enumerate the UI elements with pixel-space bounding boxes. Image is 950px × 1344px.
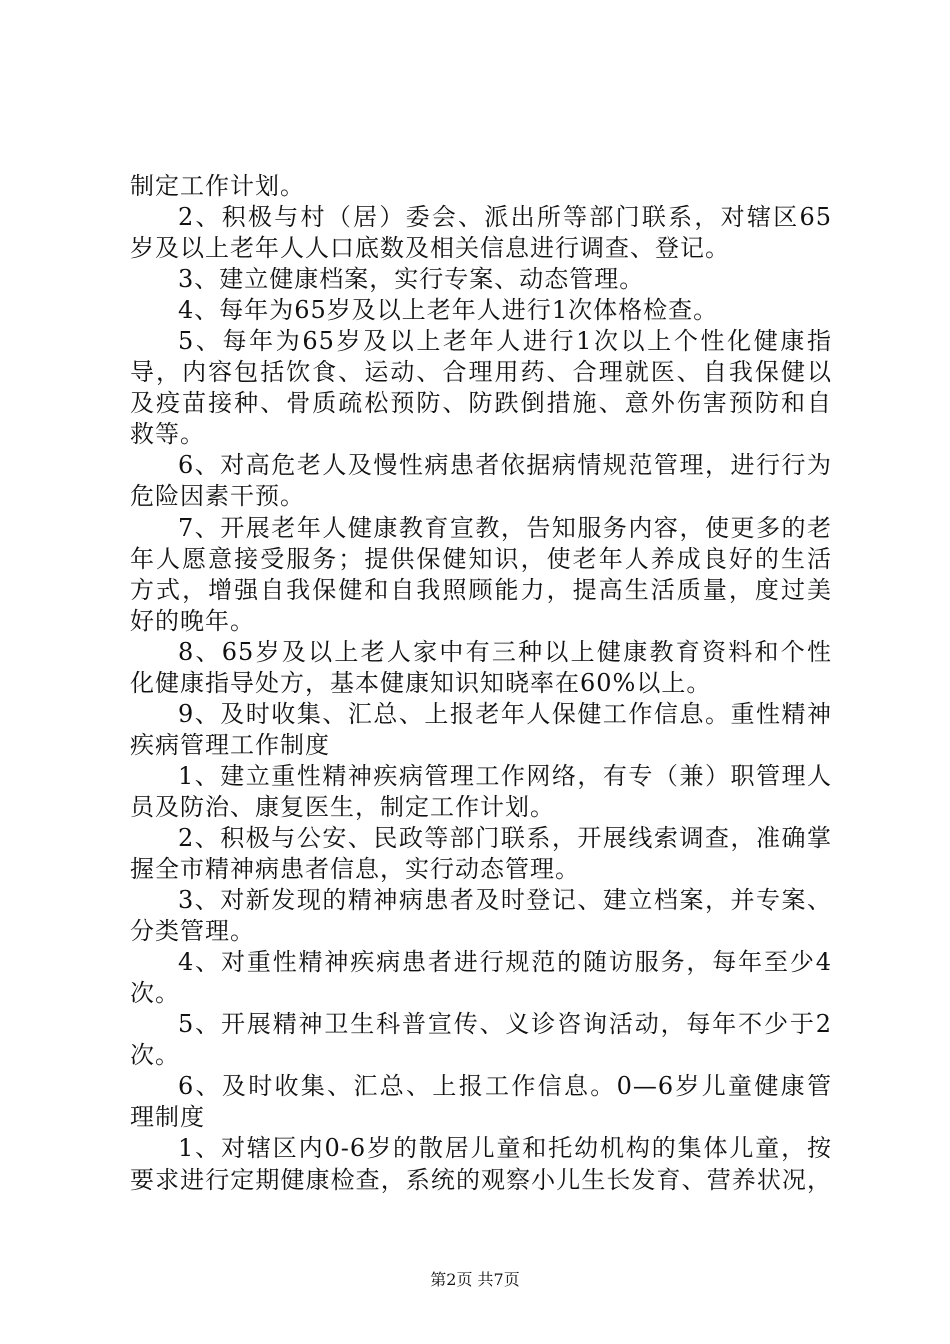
document-body	[130, 171, 832, 1196]
text-line: 2、积极与公安、民政等部门联系，开展线索调查，准确掌	[178, 823, 832, 852]
text-line: 方式，增强自我保健和自我照顾能力，提高生活质量，度过美	[130, 575, 832, 604]
text-line: 岁及以上老年人人口底数及相关信息进行调查、登记。	[130, 234, 730, 263]
text-line: 危险因素干预。	[130, 482, 305, 511]
text-line: 6、对高危老人及慢性病患者依据病情规范管理，进行行为	[178, 451, 832, 480]
text-line: 4、每年为65岁及以上老年人进行1次体格检查。	[178, 296, 719, 325]
text-line: 1、建立重性精神疾病管理工作网络，有专（兼）职管理人	[178, 761, 832, 790]
text-line: 理制度	[130, 1103, 205, 1132]
text-line: 年人愿意接受服务；提供保健知识，使老年人养成良好的生活	[130, 544, 832, 573]
text-line: 次。	[130, 979, 180, 1008]
text-line: 5、开展精神卫生科普宣传、义诊咨询活动，每年不少于2	[178, 1010, 832, 1039]
text-line: 7、开展老年人健康教育宣教，告知服务内容，使更多的老	[178, 513, 832, 542]
text-line: 化健康指导处方，基本健康知识知晓率在60%以上。	[130, 668, 712, 697]
text-line: 及疫苗接种、骨质疏松预防、防跌倒措施、意外伤害预防和自	[130, 389, 832, 418]
text-line: 9、及时收集、汇总、上报老年人保健工作信息。重性精神	[178, 699, 832, 728]
text-line: 救等。	[130, 420, 205, 449]
text-line: 3、对新发现的精神病患者及时登记、建立档案，并专案、	[178, 886, 832, 915]
text-line: 6、及时收集、汇总、上报工作信息。0—6岁儿童健康管	[178, 1072, 832, 1101]
text-line: 5、每年为65岁及以上老年人进行1次以上个性化健康指	[178, 327, 832, 356]
text-line: 4、对重性精神疾病患者进行规范的随访服务，每年至少4	[178, 948, 832, 977]
text-line: 要求进行定期健康检查，系统的观察小儿生长发育、营养状况，	[130, 1165, 832, 1194]
text-line: 分类管理。	[130, 917, 255, 946]
text-line: 导，内容包括饮食、运动、合理用药、合理就医、自我保健以	[130, 358, 832, 387]
text-line: 3、建立健康档案，实行专案、动态管理。	[178, 265, 645, 294]
text-line: 制定工作计划。	[130, 172, 305, 200]
text-line: 1、对辖区内0-6岁的散居儿童和托幼机构的集体儿童，按	[178, 1134, 832, 1163]
page-number-footer: 第2页 共7页	[430, 1270, 520, 1289]
text-line: 员及防治、康复医生，制定工作计划。	[130, 792, 555, 821]
text-line: 2、积极与村（居）委会、派出所等部门联系，对辖区65	[178, 203, 832, 232]
text-line: 握全市精神病患者信息，实行动态管理。	[130, 855, 580, 884]
text-line: 疾病管理工作制度	[130, 730, 330, 759]
text-line: 次。	[130, 1041, 180, 1070]
text-line: 好的晚年。	[130, 606, 255, 635]
text-line: 8、65岁及以上老人家中有三种以上健康教育资料和个性	[178, 637, 832, 666]
